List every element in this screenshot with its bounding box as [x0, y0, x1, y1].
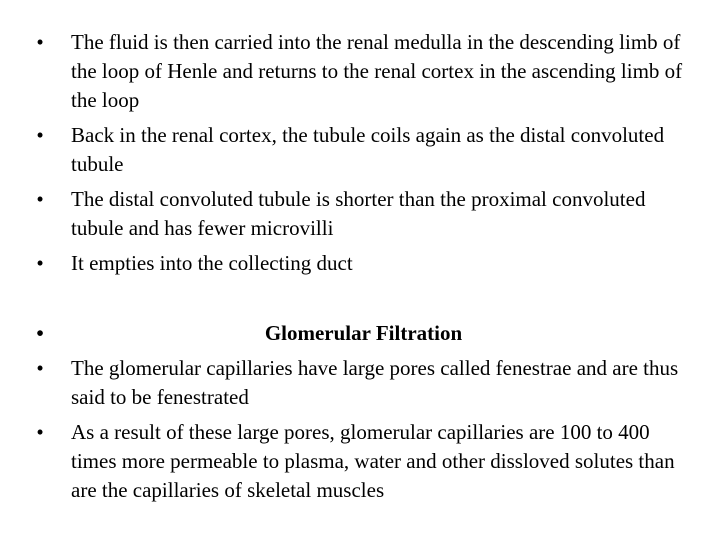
bullet-icon: • — [36, 187, 44, 211]
bullet-list — [30, 28, 690, 511]
bullet-item — [30, 28, 690, 115]
bullet-text: As a result of these large pores, glomerular capillaries are 100 to 400 times more permeable to plasma, water and other dissloved solutes than are the capillaries of skeletal muscles — [71, 420, 675, 502]
bullet-item — [30, 354, 690, 412]
bullet-icon: • — [36, 123, 44, 147]
bullet-icon: • — [36, 420, 44, 444]
bullet-item — [30, 418, 690, 505]
bullet-icon: • — [36, 321, 44, 345]
bullet-text: Back in the renal cortex, the tubule coils again as the distal convoluted tubule — [71, 123, 665, 176]
bullet-text: The glomerular capillaries have large pores called fenestrae and are thus said to be fenestrated — [71, 356, 679, 409]
bullet-icon: • — [36, 30, 44, 54]
blank-spacer — [30, 284, 690, 313]
bullet-item — [30, 185, 690, 243]
bullet-item — [30, 249, 690, 278]
bullet-text: It empties into the collecting duct — [71, 251, 353, 275]
bullet-text: The fluid is then carried into the renal medulla in the descending limb of the loop of Henle and returns to the renal cortex in the ascending limb of the loop — [71, 30, 683, 112]
bullet-icon: • — [36, 356, 44, 380]
bullet-item — [30, 121, 690, 179]
bullet-icon: • — [36, 251, 44, 275]
bullet-text: The distal convoluted tubule is shorter than the proximal convoluted tubule and has fewer microvilli — [71, 187, 646, 240]
heading-text: Glomerular Filtration — [264, 321, 463, 345]
section-heading — [30, 319, 690, 348]
